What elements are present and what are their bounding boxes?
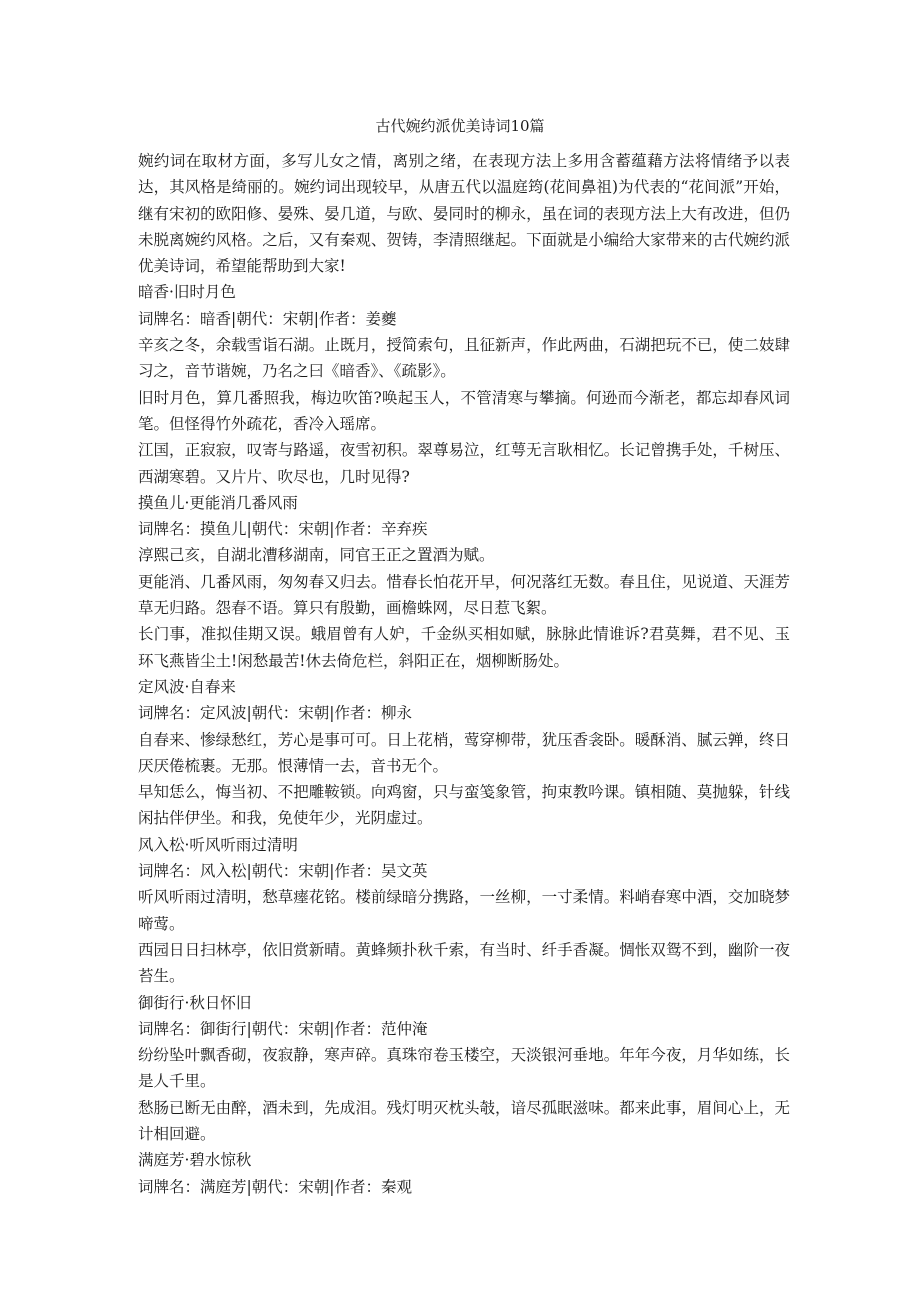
poem-stanza: 自春来、惨绿愁红，芳心是事可可。日上花梢，莺穿柳带，犹压香衾卧。暖酥消、腻云亸，终日厌厌倦梳裹。无那。恨薄情一去，音书无个。 xyxy=(138,730,790,775)
poem-meta: 词牌名：定风波|朝代：宋朝|作者：柳永 xyxy=(138,704,412,723)
poem-meta: 词牌名：御街行|朝代：宋朝|作者：范仲淹 xyxy=(138,1019,428,1038)
poem-heading: 满庭芳·碧水惊秋 xyxy=(138,1151,252,1170)
poem-stanza: 愁肠已断无由醉，酒未到，先成泪。残灯明灭枕头攲，谙尽孤眠滋味。都来此事，眉间心上，无计相回避。 xyxy=(138,1098,790,1143)
poem-stanza: 旧时月色，算几番照我，梅边吹笛?唤起玉人，不管清寒与攀摘。何逊而今渐老，都忘却春风词笔。但怪得竹外疏花，香冷入瑶席。 xyxy=(138,388,790,433)
poem-stanza: 长门事，准拟佳期又误。蛾眉曾有人妒，千金纵买相如赋，脉脉此情谁诉?君莫舞，君不见、玉环飞燕皆尘土!闲愁最苦!休去倚危栏，斜阳正在，烟柳断肠处。 xyxy=(138,625,790,670)
poem-preface: 淳熙己亥，自湖北漕移湖南，同官王正之置酒为赋。 xyxy=(138,546,495,565)
poem-preface: 辛亥之冬，余载雪诣石湖。止既月，授简索句，且征新声，作此两曲，石湖把玩不已，使二妓肆习之，音节谐婉，乃名之曰《暗香》、《疏影》。 xyxy=(138,336,790,381)
poem-stanza: 更能消、几番风雨，匆匆春又归去。惜春长怕花开早，何况落红无数。春且住，见说道、天涯芳草无归路。怨春不语。算只有殷勤，画檐蛛网，尽日惹飞絮。 xyxy=(138,572,790,618)
poem-stanza: 听风听雨过清明，愁草瘗花铭。楼前绿暗分携路，一丝柳，一寸柔情。料峭春寒中酒，交加晓梦啼莺。 xyxy=(138,888,790,933)
poem-heading: 摸鱼儿·更能消几番风雨 xyxy=(138,493,298,512)
poem-meta: 词牌名：暗香|朝代：宋朝|作者：姜夔 xyxy=(138,309,397,328)
poem-stanza: 西园日日扫林亭，依旧赏新晴。黄蜂频扑秋千索，有当时、纤手香凝。惆怅双鸳不到，幽阶一夜苔生。 xyxy=(138,940,790,986)
poem-meta: 词牌名：满庭芳|朝代：宋朝|作者：秦观 xyxy=(138,1177,412,1196)
poem-heading: 御街行·秋日怀旧 xyxy=(138,993,252,1012)
document-body xyxy=(138,148,790,1200)
poem-heading: 暗香·旧时月色 xyxy=(138,283,236,302)
poem-heading: 定风波·自春来 xyxy=(138,677,236,696)
poem-stanza: 纷纷坠叶飘香砌，夜寂静，寒声碎。真珠帘卷玉楼空，天淡银河垂地。年年今夜，月华如练，长是人千里。 xyxy=(138,1046,790,1091)
intro-paragraph: 婉约词在取材方面，多写儿女之情，离别之绪，在表现方法上多用含蓄蕴藉方法将情绪予以表达，其风格是绮丽的。婉约词出现较早，从唐五代以温庭筠(花间鼻祖)为代表的“花间派”开始，继有宋初的欧阳修、晏殊、晏几道，与欧、晏同时的柳永，虽在词的表现方法上大有改进，但仍未脱离婉约风格。之后，又有秦观、贺铸，李清照继起。下面就是小编给大家带来的古代婉约派优美诗词，希望能帮助到大家! xyxy=(138,152,790,276)
document-title: 古代婉约派优美诗词10篇 xyxy=(375,117,545,135)
poem-heading: 风入松·听风听雨过清明 xyxy=(138,835,298,854)
poem-stanza: 早知恁么，悔当初、不把雕鞍锁。向鸡窗，只与蛮笺象管，拘束教吟课。镇相随、莫抛躲，针线闲拈伴伊坐。和我，免使年少，光阴虚过。 xyxy=(138,783,790,828)
poem-stanza: 江国，正寂寂，叹寄与路遥，夜雪初积。翠尊易泣，红萼无言耿相忆。长记曾携手处，千树压、西湖寒碧。又片片、吹尽也，几时见得? xyxy=(138,441,790,486)
poem-meta: 词牌名：风入松|朝代：宋朝|作者：吴文英 xyxy=(138,862,428,881)
poem-meta: 词牌名：摸鱼儿|朝代：宋朝|作者：辛弃疾 xyxy=(138,520,428,539)
